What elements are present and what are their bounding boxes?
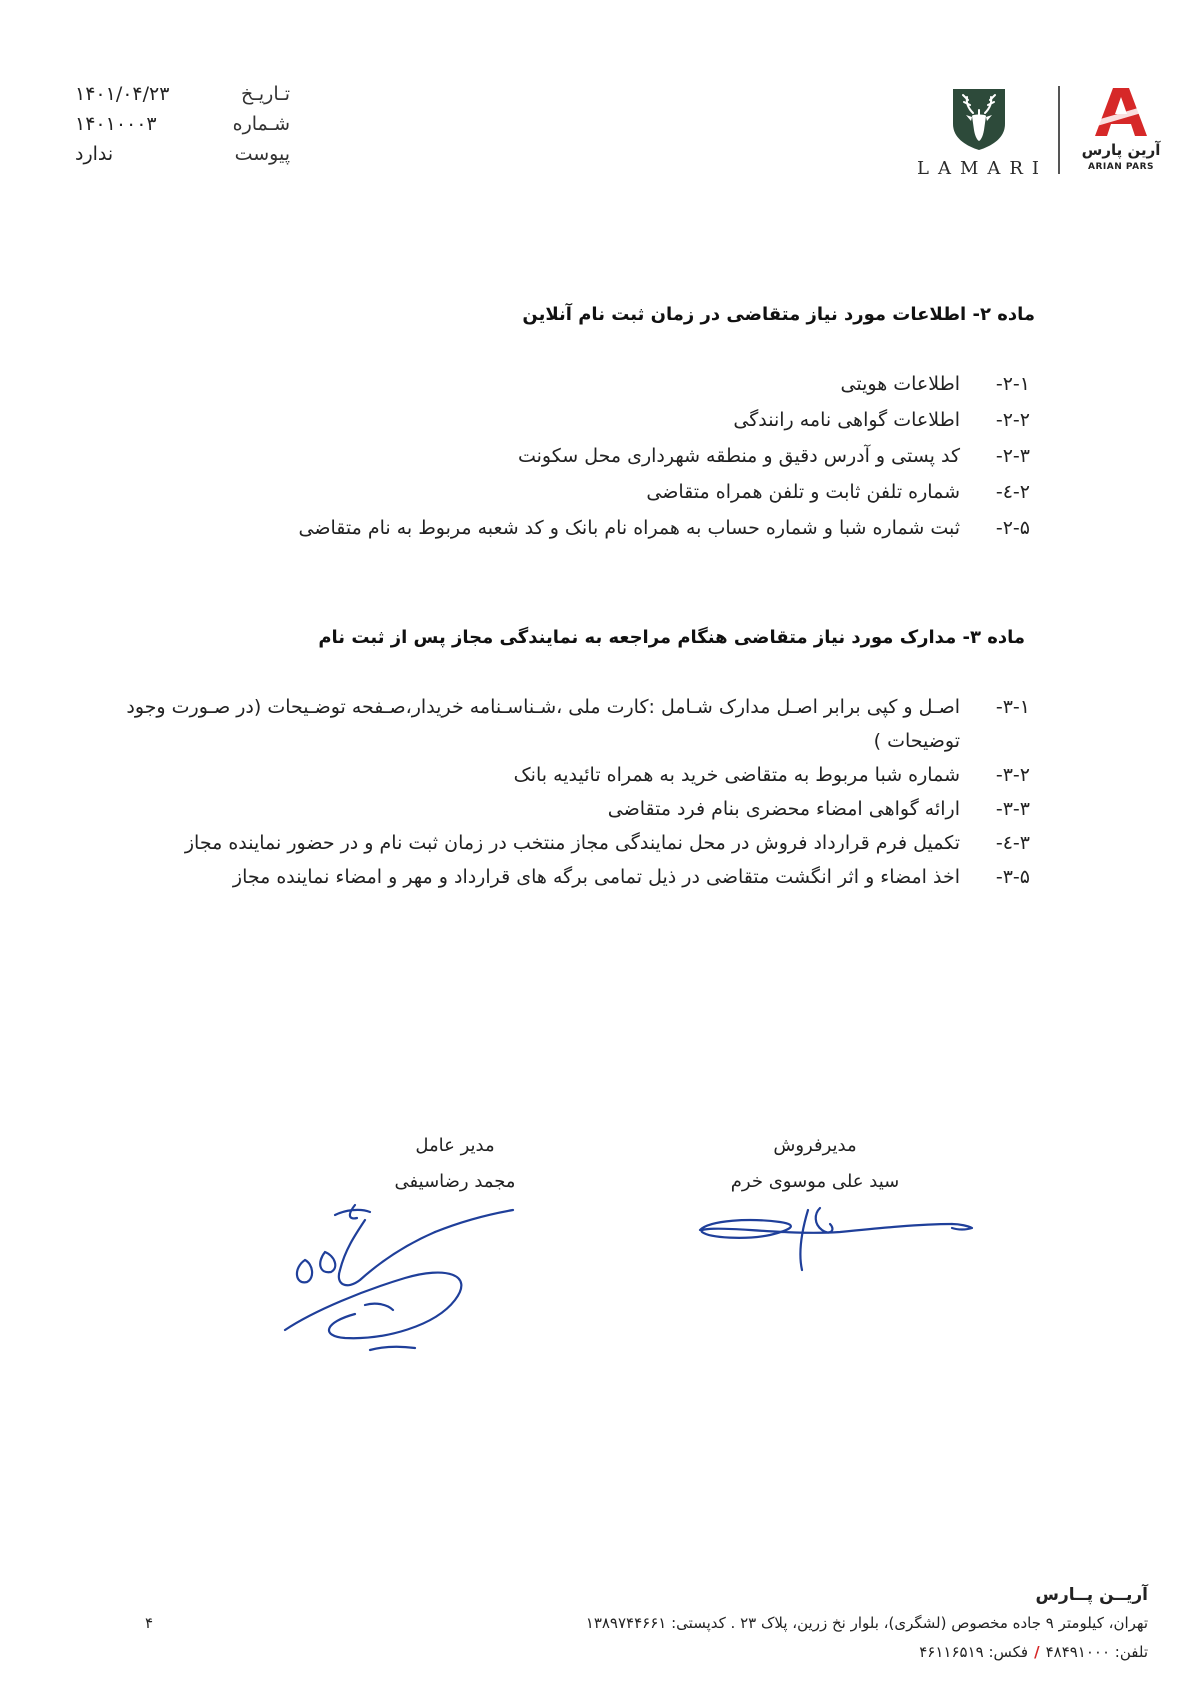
lamari-shield-icon: [950, 86, 1008, 152]
footer-phone: تلفن: ۴۸۴۹۱۰۰۰: [1045, 1643, 1148, 1661]
item-number: ۳-۳-: [995, 798, 1030, 820]
date-value: ۱۴۰۱/۰۴/۲۳: [75, 83, 170, 105]
page-number: ۴: [145, 1614, 154, 1632]
article-2-title: ماده ۲- اطلاعات مورد نیاز متقاضی در زمان ثبت نام آنلاین: [522, 304, 1035, 325]
item-text: ثبت شماره شبا و شماره حساب به همراه نام بانک و کد شعبه مربوط به نام متقاضی: [298, 517, 960, 539]
list-item: [514, 758, 1030, 792]
footer-fax: فکس: ۴۶۱۱۶۵۱۹: [919, 1643, 1029, 1661]
sales-manager-signature: [690, 1190, 990, 1290]
list-item: [299, 511, 1030, 545]
article-3-title: ماده ۳- مدارک مورد نیاز متقاضی هنگام مراجعه به نمایندگی مجاز پس از ثبت نام: [318, 627, 1025, 648]
item-number: ۳-٤-: [995, 832, 1030, 854]
list-item: [841, 367, 1030, 401]
lamari-wordmark: LAMARI: [917, 158, 1049, 179]
item-number: ۲-۳-: [995, 445, 1030, 467]
list-item: [233, 860, 1030, 894]
item-number: ۲-۱-: [995, 373, 1030, 395]
item-number: ۲-۲-: [995, 409, 1030, 431]
item-text: اخذ امضاء و اثر انگشت متقاضی در ذیل تمامی برگه های قرارداد و مهر و امضاء نماینده مجاز: [232, 866, 960, 888]
item-text: کد پستی و آدرس دقیق و منطقه شهرداری محل سکونت: [517, 445, 960, 467]
list-item: [518, 439, 1030, 473]
sales-manager-name: سید علی موسوی خرم: [730, 1171, 900, 1192]
list-item: [608, 792, 1030, 826]
item-number: ۳-۱-: [995, 696, 1030, 718]
item-text: تکمیل فرم قرارداد فروش در محل نمایندگی مجاز منتخب در زمان ثبت نام و در حضور نماینده مجاز: [184, 832, 960, 854]
date-label: تـاریـخ: [241, 83, 290, 105]
item-number: ۳-۲-: [995, 764, 1030, 786]
list-item: [733, 403, 1030, 437]
number-value: ۱۴۰۱۰۰۰۳: [75, 113, 157, 135]
list-item: [185, 826, 1030, 860]
attachment-label: پیوست: [234, 143, 290, 165]
list-item: [126, 690, 1030, 724]
ceo-title: مدیر عامل: [415, 1135, 495, 1156]
item-text-continuation: توضیحات ): [873, 730, 960, 752]
item-text: اصـل و کپی برابر اصـل مدارک شـامل :کارت ملی ،شـناسـنامه خریدار،صـفحه توضـیحات (در صـورت وجود: [126, 696, 960, 718]
footer-address: تهران، کیلومتر ۹ جاده مخصوص (لشگری)، بلوار نخ زرین، پلاک ۲۳ . کدپستی: ۱۳۸۹۷۴۴۶۶۱: [585, 1614, 1148, 1632]
arian-pars-fa: آرین پارس: [1081, 141, 1161, 159]
number-label: شـماره: [232, 113, 290, 135]
item-number: ۲-٤-: [995, 481, 1030, 503]
ceo-signature: [275, 1190, 535, 1380]
list-item: [646, 475, 1030, 509]
item-text: شماره تلفن ثابت و تلفن همراه متقاضی: [646, 481, 960, 503]
footer-contact: [919, 1643, 1148, 1661]
footer-company-name: آریــن پــارس: [1035, 1585, 1148, 1605]
ceo-name: مجمد رضاسیفی: [394, 1171, 516, 1192]
sales-manager-title: مدیرفروش: [773, 1135, 857, 1156]
attachment-value: ندارد: [75, 143, 114, 165]
footer-separator: /: [1034, 1643, 1040, 1661]
item-text: اطلاعات گواهی نامه رانندگی: [733, 409, 960, 431]
logo-divider: [1058, 86, 1060, 174]
arian-pars-en: ARIAN PARS: [1087, 162, 1155, 172]
item-number: ۳-۵-: [995, 866, 1030, 888]
item-text: ارائه گواهی امضاء محضری بنام فرد متقاضی: [607, 798, 960, 820]
item-text: شماره شبا مربوط به متقاضی خرید به همراه تائیدیه بانک: [513, 764, 960, 786]
arian-pars-a-icon: [1093, 86, 1149, 138]
item-text: اطلاعات هویتی: [840, 373, 960, 395]
item-number: ۲-۵-: [995, 517, 1030, 539]
